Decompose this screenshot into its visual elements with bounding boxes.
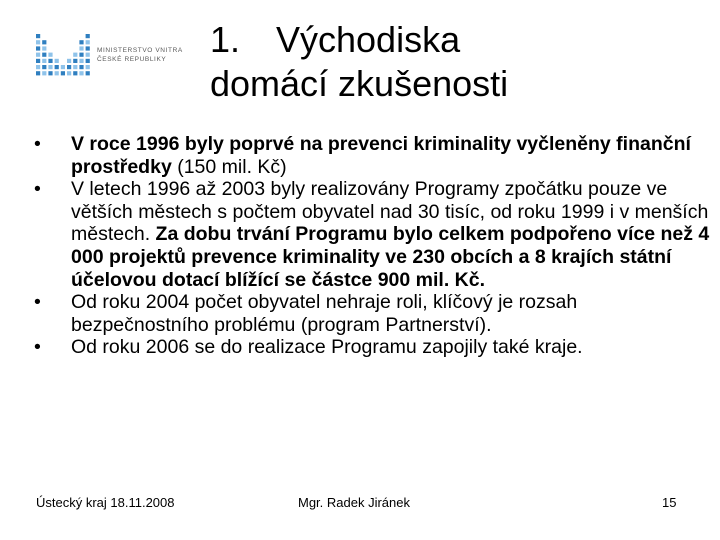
logo-dot	[55, 59, 59, 63]
ministry-logo-mark	[34, 30, 94, 80]
bullet-text: Od roku 2006 se do realizace Programu zapojily také kraje.	[71, 336, 583, 359]
logo-dot	[67, 71, 71, 75]
title-line-2: domácí zkušenosti	[210, 63, 509, 104]
logo-dot	[48, 71, 52, 75]
logo-dot	[42, 46, 46, 50]
bullet-list	[34, 133, 714, 359]
logo-dot	[86, 34, 90, 38]
footer-location-date: Ústecký kraj 18.11.2008	[36, 495, 175, 510]
logo-dot	[55, 71, 59, 75]
bullet-item	[34, 336, 714, 359]
logo-dot	[86, 59, 90, 63]
logo-dot	[86, 71, 90, 75]
logo-dot	[61, 71, 65, 75]
bullet-text: Od roku 2004 počet obyvatel nehraje roli, klíčový je rozsah bezpečnostního problému (program Partnerství).	[71, 291, 578, 336]
bullet-item	[34, 178, 714, 291]
logo-dot	[79, 53, 83, 57]
footer-author: Mgr. Radek Jiránek	[298, 495, 410, 510]
logo-dot	[36, 46, 40, 50]
bullet-text: (150 mil. Kč)	[171, 155, 287, 178]
logo-dot	[73, 71, 77, 75]
logo-dot	[86, 65, 90, 69]
logo-dot	[67, 65, 71, 69]
logo-dot	[48, 59, 52, 63]
bullet-text: V letech 1996 až 2003 byly realizovány Programy zpočátku pouze ve větších městech s počtem obyvatel nad 30 tisíc, od roku 1999 i v menších městech.	[71, 178, 709, 246]
logo-dot	[67, 59, 71, 63]
logo-dot	[36, 34, 40, 38]
title-line-1-text: Východiska	[276, 19, 461, 60]
logo-dot	[42, 40, 46, 44]
logo-dot	[73, 59, 77, 63]
bullet-marker: •	[34, 336, 41, 359]
logo-dot	[42, 59, 46, 63]
logo-dot	[36, 65, 40, 69]
logo-dot	[86, 53, 90, 57]
footer-page-number: 15	[662, 495, 677, 510]
logo-dot	[36, 53, 40, 57]
slide-title	[210, 18, 690, 106]
logo-dot	[79, 59, 83, 63]
logo-dot	[79, 71, 83, 75]
bullet-marker: •	[34, 178, 41, 201]
title-number: 1.	[210, 19, 241, 60]
logo-dot	[48, 65, 52, 69]
bullet-item	[34, 291, 714, 336]
logo-dot	[79, 40, 83, 44]
bullet-marker: •	[34, 133, 41, 155]
logo-dot	[42, 53, 46, 57]
logo-dot	[42, 71, 46, 75]
logo-dot	[73, 53, 77, 57]
logo-line-2: ČESKÉ REPUBLIKY	[97, 56, 167, 63]
logo-dot	[42, 65, 46, 69]
logo-dot	[86, 46, 90, 50]
title-line-1	[210, 18, 690, 62]
logo-dot	[79, 65, 83, 69]
logo-dot	[61, 65, 65, 69]
bullet-text: V roce 1996 byly poprvé na prevenci kriminality vyčleněny finanční prostředky	[71, 133, 691, 178]
logo-dot	[55, 65, 59, 69]
logo-dot	[36, 59, 40, 63]
logo-dot	[73, 65, 77, 69]
logo-dot	[48, 53, 52, 57]
bullet-text: Za dobu trvání Programu bylo celkem podpořeno více než 4 000 projektů prevence kriminality ve 230 obcích a 8 krajích státní účelovou dotací blížící se částce 900 mil. Kč.	[71, 223, 710, 291]
logo-dot	[36, 40, 40, 44]
logo-dot	[36, 71, 40, 75]
logo-dot	[86, 40, 90, 44]
bullet-item	[34, 133, 714, 178]
ministry-logo-text	[97, 46, 183, 64]
logo-line-1: MINISTERSTVO VNITRA	[97, 47, 183, 54]
logo-dot	[79, 46, 83, 50]
bullet-marker: •	[34, 291, 41, 314]
